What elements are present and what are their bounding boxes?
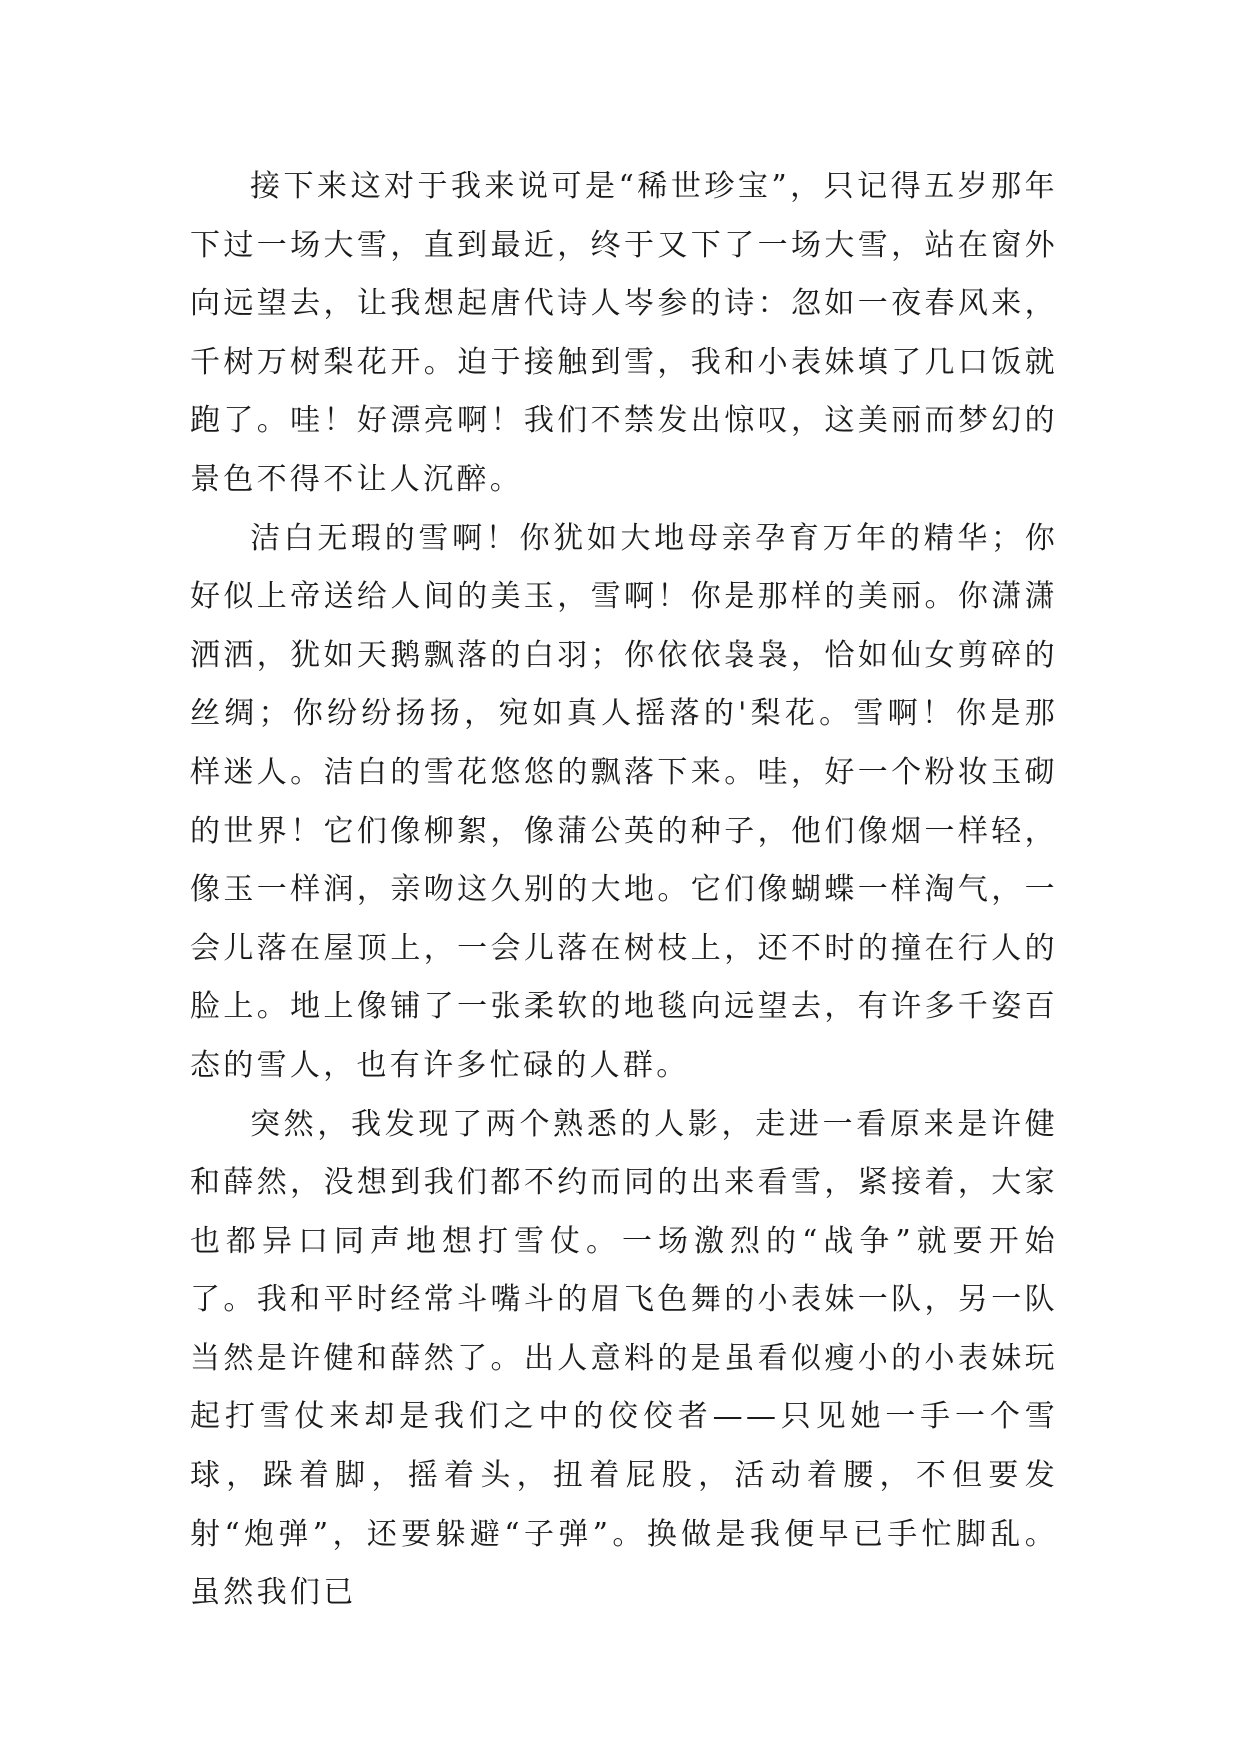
paragraph-1: 接下来这对于我来说可是“稀世珍宝”，只记得五岁那年下过一场大雪，直到最近，终于又下了一场大雪，站在窗外向远望去，让我想起唐代诗人岑参的诗：忽如一夜春风来，千树万树梨花开。迫于接触到雪，我和小表妹填了几口饭就跑了。哇！好漂亮啊！我们不禁发出惊叹，这美丽而梦幻的景色不得不让人沉醉。 xyxy=(190,169,1058,497)
paragraph-2: 洁白无瑕的雪啊！你犹如大地母亲孕育万年的精华；你好似上帝送给人间的美玉，雪啊！你是那样的美丽。你潇潇洒洒，犹如天鹅飘落的白羽；你依依袅袅，恰如仙女剪碎的丝绸；你纷纷扬扬，宛如真人摇落的'梨花。雪啊！你是那样迷人。洁白的雪花悠悠的飘落下来。哇，好一个粉妆玉砌的世界！它们像柳絮，像蒲公英的种子，他们像烟一样轻，像玉一样润，亲吻这久别的大地。它们像蝴蝶一样淘气，一会儿落在屋顶上，一会儿落在树枝上，还不时的撞在行人的脸上。地上像铺了一张柔软的地毯向远望去，有许多千姿百态的雪人，也有许多忙碌的人群。 xyxy=(190,520,1058,1083)
paragraph-3: 突然，我发现了两个熟悉的人影，走进一看原来是许健和薛然，没想到我们都不约而同的出来看雪，紧接着，大家也都异口同声地想打雪仗。一场激烈的“战争”就要开始了。我和平时经常斗嘴斗的眉飞色舞的小表妹一队，另一队当然是许健和薛然了。出人意料的是虽看似瘦小的小表妹玩起打雪仗来却是我们之中的佼佼者——只见她一手一个雪球，跺着脚，摇着头，扭着屁股，活动着腰，不但要发射“炮弹”，还要躲避“子弹”。换做是我便早已手忙脚乱。虽然我们已 xyxy=(190,1106,1058,1611)
essay-body xyxy=(190,158,1058,1623)
